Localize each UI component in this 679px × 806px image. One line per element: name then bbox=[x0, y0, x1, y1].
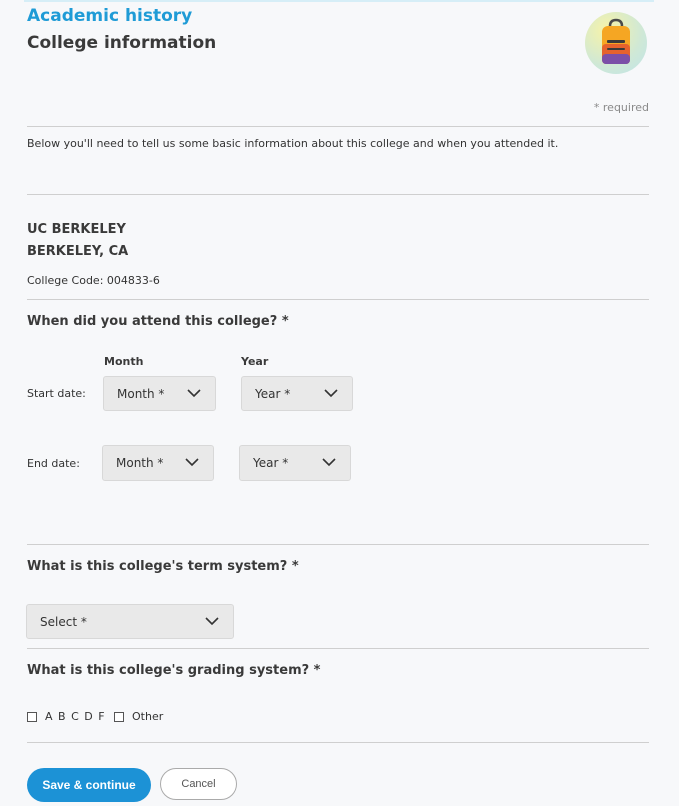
cancel-button[interactable]: Cancel bbox=[160, 768, 237, 800]
grading-option-other[interactable] bbox=[114, 710, 163, 723]
other-checkbox[interactable] bbox=[114, 712, 124, 722]
term-system-value: Select * bbox=[40, 614, 87, 629]
college-name: UC BERKELEY bbox=[27, 222, 126, 237]
divider bbox=[27, 126, 649, 127]
month-column-header: Month bbox=[104, 355, 144, 368]
chevron-down-icon bbox=[322, 458, 336, 467]
end-year-value: Year * bbox=[253, 456, 289, 470]
chevron-down-icon bbox=[324, 389, 338, 398]
start-month-select[interactable] bbox=[103, 376, 216, 411]
backpack-icon bbox=[599, 18, 633, 68]
start-year-value: Year * bbox=[255, 386, 291, 401]
college-location: BERKELEY, CA bbox=[27, 244, 129, 259]
abcdf-checkbox[interactable] bbox=[27, 712, 37, 722]
top-accent-line bbox=[24, 0, 654, 2]
attendance-question: When did you attend this college? * bbox=[27, 314, 289, 329]
chevron-down-icon bbox=[187, 389, 201, 398]
backpack-badge bbox=[585, 12, 647, 74]
start-year-select[interactable] bbox=[241, 376, 353, 411]
end-month-value: Month * bbox=[116, 456, 164, 470]
grading-system-question: What is this college's grading system? * bbox=[27, 663, 321, 678]
chevron-down-icon bbox=[185, 458, 199, 467]
start-date-label: Start date: bbox=[27, 387, 86, 400]
intro-text: Below you'll need to tell us some basic information about this college and when you attended it. bbox=[27, 137, 559, 150]
required-note: * required bbox=[593, 101, 649, 114]
chevron-down-icon bbox=[205, 617, 219, 626]
divider bbox=[27, 194, 649, 195]
abcdf-label: A B C D F bbox=[45, 710, 106, 723]
end-date-label: End date: bbox=[27, 457, 80, 470]
divider bbox=[27, 648, 649, 649]
page-title: College information bbox=[27, 33, 217, 53]
start-month-value: Month * bbox=[117, 386, 165, 401]
end-year-select[interactable] bbox=[239, 445, 351, 481]
divider bbox=[27, 742, 649, 743]
term-system-select[interactable] bbox=[26, 604, 234, 639]
divider bbox=[27, 544, 649, 545]
college-code: College Code: 004833-6 bbox=[27, 274, 160, 287]
section-label: Academic history bbox=[27, 6, 193, 26]
save-continue-button[interactable]: Save & continue bbox=[27, 768, 151, 802]
grading-option-abcdf[interactable] bbox=[27, 710, 106, 723]
year-column-header: Year bbox=[241, 355, 269, 368]
term-system-question: What is this college's term system? * bbox=[27, 559, 299, 574]
divider bbox=[27, 299, 649, 300]
end-month-select[interactable] bbox=[102, 445, 214, 481]
other-label: Other bbox=[132, 710, 164, 723]
